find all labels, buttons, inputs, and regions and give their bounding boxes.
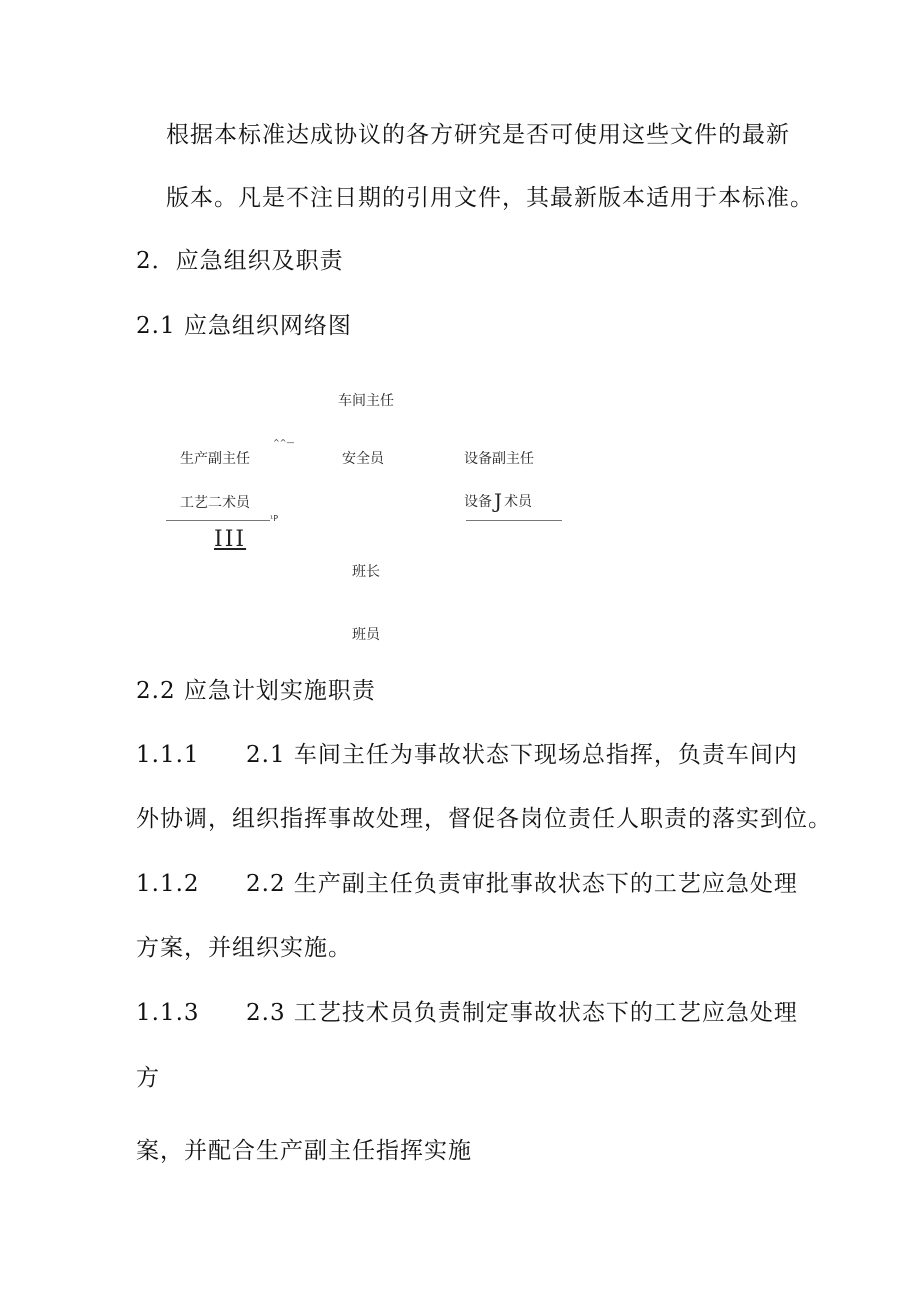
item-1-line-2: 外协调，组织指挥事故处理，督促各岗位责任人职责的落实到位。 [136, 806, 832, 832]
org-node-team-member: 班员 [352, 627, 380, 643]
org-node-safety-officer: 安全员 [342, 451, 384, 467]
org-node-equipment-technician-glyph: J [494, 489, 503, 513]
item-2-line-1 [136, 869, 798, 899]
section-2-2-heading: 2.2 应急计划实施职责 [136, 678, 376, 704]
item-2-line-2: 方案，并组织实施。 [136, 935, 352, 961]
section-2-heading: 2．应急组织及职责 [136, 248, 344, 274]
org-node-workshop-director: 车间主任 [338, 393, 394, 409]
item-2-text-1: 2.2 生产副主任负责审批事故状态下的工艺应急处理 [246, 871, 798, 897]
item-1-number: 1.1.1 [136, 742, 200, 768]
item-1-line-1 [136, 740, 798, 770]
item-3-line-2: 方 [136, 1065, 160, 1091]
item-3-number: 1.1.3 [136, 1000, 200, 1026]
item-3-line-1 [136, 998, 798, 1028]
org-node-equipment-technician [464, 489, 533, 513]
org-node-process-technician: 工艺二术员 [180, 495, 250, 511]
item-3-line-3: 案，并配合生产副主任指挥实施 [136, 1138, 472, 1164]
org-node-equipment-technician-suffix: 术员 [504, 494, 533, 510]
item-2-number: 1.1.2 [136, 871, 200, 897]
item-3-text-1: 2.3 工艺技术员负责制定事故状态下的工艺应急处理 [246, 1000, 798, 1026]
org-roman-numerals: III [214, 527, 247, 552]
paragraph-line-1: 根据本标准达成协议的各方研究是否可使用这些文件的最新 [166, 122, 790, 148]
section-2-1-heading: 2.1 应急组织网络图 [136, 313, 352, 339]
org-node-equipment-deputy: 设备副主任 [464, 451, 534, 467]
org-node-team-leader: 班长 [352, 564, 380, 580]
org-rule-right [466, 520, 562, 521]
org-node-equipment-technician-prefix: 设备 [464, 494, 492, 510]
org-scan-mark-top: ^^— [273, 438, 295, 447]
org-rule-left [166, 520, 270, 521]
org-scan-mark-left: ¹P [270, 514, 279, 523]
paragraph-line-2: 版本。凡是不注日期的引用文件，其最新版本适用于本标准。 [166, 185, 814, 211]
org-node-production-deputy: 生产副主任 [180, 451, 250, 467]
item-1-text-1: 2.1 车间主任为事故状态下现场总指挥，负责车间内 [246, 742, 798, 768]
